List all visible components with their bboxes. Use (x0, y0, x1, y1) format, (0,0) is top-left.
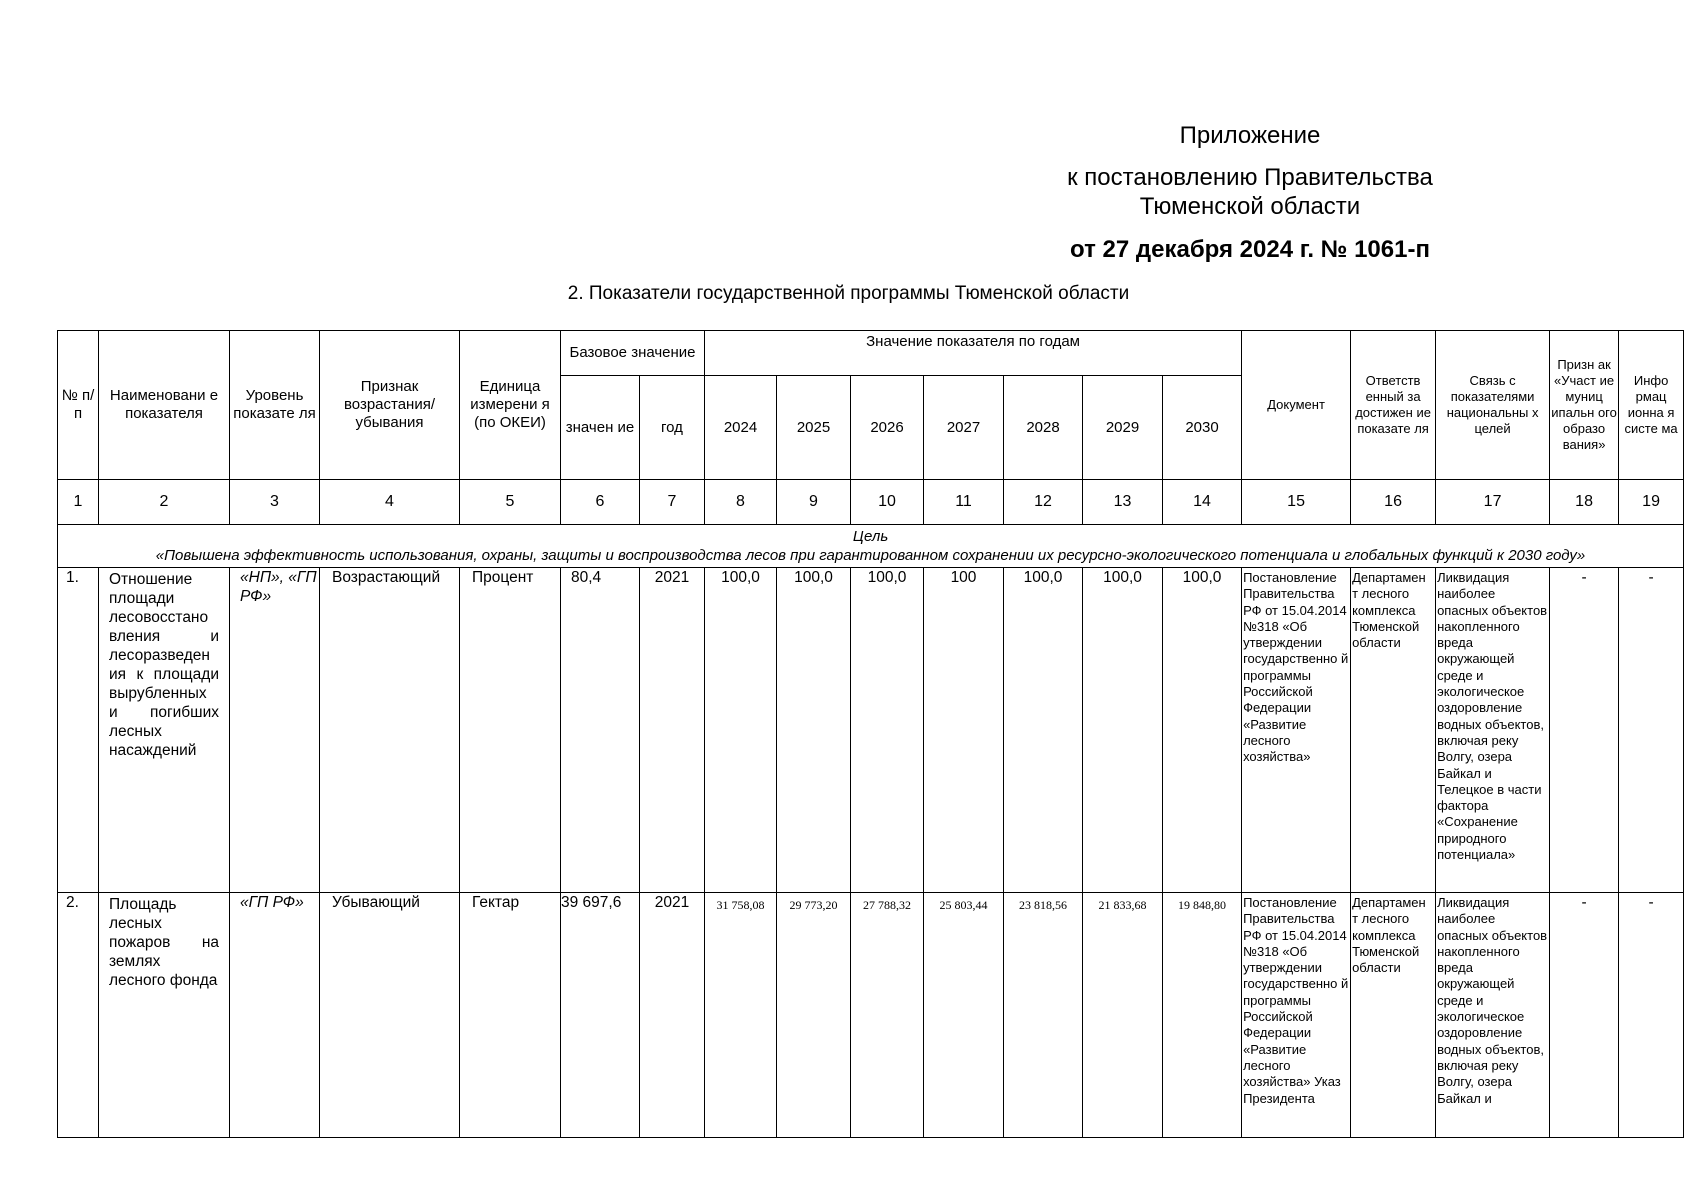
header-row-top (58, 331, 1684, 376)
goal-label: Цель (852, 528, 889, 545)
info-system-cell: - (1619, 568, 1684, 893)
col-header-year-2027: 2027 (924, 376, 1004, 480)
indicator-level: «НП», «ГП РФ» (230, 568, 320, 893)
table-row (58, 893, 1684, 1138)
col-number: 4 (320, 480, 460, 525)
value-2026: 27 788,32 (851, 893, 924, 1138)
col-header-year-2026: 2026 (851, 376, 924, 480)
region-line: Тюменской области (1139, 193, 1361, 220)
col-number: 10 (851, 480, 924, 525)
value-2026: 100,0 (851, 568, 924, 893)
document-cell: Постановление Правительства РФ от 15.04.2014 №318 «Об утверждении государственно й программы Российской Федерации «Развитие лесного хозяйства» Указ Президента (1242, 893, 1351, 1138)
col-header-year-2028: 2028 (1004, 376, 1083, 480)
col-header-level: Уровень показате ля (230, 331, 320, 480)
base-value: 39 697,6 (561, 893, 640, 1138)
row-index: 1. (58, 568, 99, 893)
goal-cell (58, 525, 1684, 568)
goal-row (58, 525, 1684, 568)
col-number: 2 (99, 480, 230, 525)
indicator-unit: Процент (460, 568, 561, 893)
col-number: 16 (1351, 480, 1436, 525)
col-header-resp: Ответств енный за достижен ие показате ля (1351, 331, 1436, 480)
goal-text: «Повышена эффективность использования, охраны, защиты и воспроизводства лесов при гарантированном сохранении их ресурсно-экологического потенциала и глобальных функций к 2030 году» (155, 547, 1586, 564)
col-header-year-2025: 2025 (777, 376, 851, 480)
col-number: 12 (1004, 480, 1083, 525)
col-header-name: Наименовани е показателя (99, 331, 230, 480)
municipal-participation-cell: - (1550, 893, 1619, 1138)
col-number: 15 (1242, 480, 1351, 525)
indicators-table (57, 330, 1684, 1138)
col-header-base: Базовое значение (561, 331, 705, 376)
col-number: 9 (777, 480, 851, 525)
responsible-cell: Департамен т лесного комплекса Тюменской области (1351, 568, 1436, 893)
value-2029: 100,0 (1083, 568, 1163, 893)
resolution-date-number: от 27 декабря 2024 г. № 1061-п (1070, 236, 1430, 263)
document-cell: Постановление Правительства РФ от 15.04.2014 №318 «Об утверждении государственно й программы Российской Федерации «Развитие лесного хозяйства» (1242, 568, 1351, 893)
info-system-cell: - (1619, 893, 1684, 1138)
col-number: 6 (561, 480, 640, 525)
col-header-base-value: значен ие (561, 376, 640, 480)
col-header-base-year: год (640, 376, 705, 480)
col-number: 7 (640, 480, 705, 525)
base-value: 80,4 (561, 568, 640, 893)
col-header-info: Инфо рмац ионна я систе ма (1619, 331, 1684, 480)
col-number: 18 (1550, 480, 1619, 525)
table-row (58, 568, 1684, 893)
indicator-level: «ГП РФ» (230, 893, 320, 1138)
responsible-cell: Департамен т лесного комплекса Тюменской области (1351, 893, 1436, 1138)
col-header-doc: Документ (1242, 331, 1351, 480)
value-2027: 25 803,44 (924, 893, 1004, 1138)
base-year: 2021 (640, 893, 705, 1138)
column-numbers-row (58, 480, 1684, 525)
value-2028: 100,0 (1004, 568, 1083, 893)
col-number: 13 (1083, 480, 1163, 525)
col-header-years-group: Значение показателя по годам (705, 331, 1242, 376)
col-number: 11 (924, 480, 1004, 525)
national-goals-link-cell: Ликвидация наиболее опасных объектов накопленного вреда окружающей среде и экологическое оздоровление водных объектов, включая реку Волгу, озера Байкал и (1436, 893, 1550, 1138)
col-header-unit: Единица измерени я (по ОКЕИ) (460, 331, 561, 480)
indicator-trend: Убывающий (320, 893, 460, 1138)
col-header-trend: Признак возрастания/ убывания (320, 331, 460, 480)
col-number: 3 (230, 480, 320, 525)
col-number: 14 (1163, 480, 1242, 525)
col-header-year-2024: 2024 (705, 376, 777, 480)
col-number: 5 (460, 480, 561, 525)
value-2028: 23 818,56 (1004, 893, 1083, 1138)
row-index: 2. (58, 893, 99, 1138)
col-header-year-2029: 2029 (1083, 376, 1163, 480)
value-2024: 100,0 (705, 568, 777, 893)
value-2029: 21 833,68 (1083, 893, 1163, 1138)
municipal-participation-cell: - (1550, 568, 1619, 893)
indicator-unit: Гектар (460, 893, 561, 1138)
resolution-line: к постановлению Правительства (1067, 164, 1433, 191)
value-2030: 100,0 (1163, 568, 1242, 893)
indicator-name: Отношение площади лесовосстано вления и лесоразведен ия к площади вырубленных и погибших лесных насаждений (99, 568, 230, 893)
indicator-trend: Возрастающий (320, 568, 460, 893)
value-2030: 19 848,80 (1163, 893, 1242, 1138)
base-year: 2021 (640, 568, 705, 893)
value-2025: 100,0 (777, 568, 851, 893)
col-header-municip: Призн ак «Участ ие муниц ипальн ого образо вания» (1550, 331, 1619, 480)
section-title: 2. Показатели государственной программы Тюменской области (567, 283, 1130, 304)
col-number: 19 (1619, 480, 1684, 525)
appendix-label: Приложение (1179, 122, 1321, 149)
col-number: 8 (705, 480, 777, 525)
indicator-name: Площадь лесных пожаров на землях лесного фонда (99, 893, 230, 1138)
value-2027: 100 (924, 568, 1004, 893)
col-number: 1 (58, 480, 99, 525)
col-number: 17 (1436, 480, 1550, 525)
col-header-link: Связь с показателями национальны х целей (1436, 331, 1550, 480)
col-header-year-2030: 2030 (1163, 376, 1242, 480)
value-2025: 29 773,20 (777, 893, 851, 1138)
col-header-num: № п/п (58, 331, 99, 480)
national-goals-link-cell: Ликвидация наиболее опасных объектов накопленного вреда окружающей среде и экологическое оздоровление водных объектов, включая реку Волгу, озера Байкал и Телецкое в части фактора «Сохранение природного потенциала» (1436, 568, 1550, 893)
value-2024: 31 758,08 (705, 893, 777, 1138)
